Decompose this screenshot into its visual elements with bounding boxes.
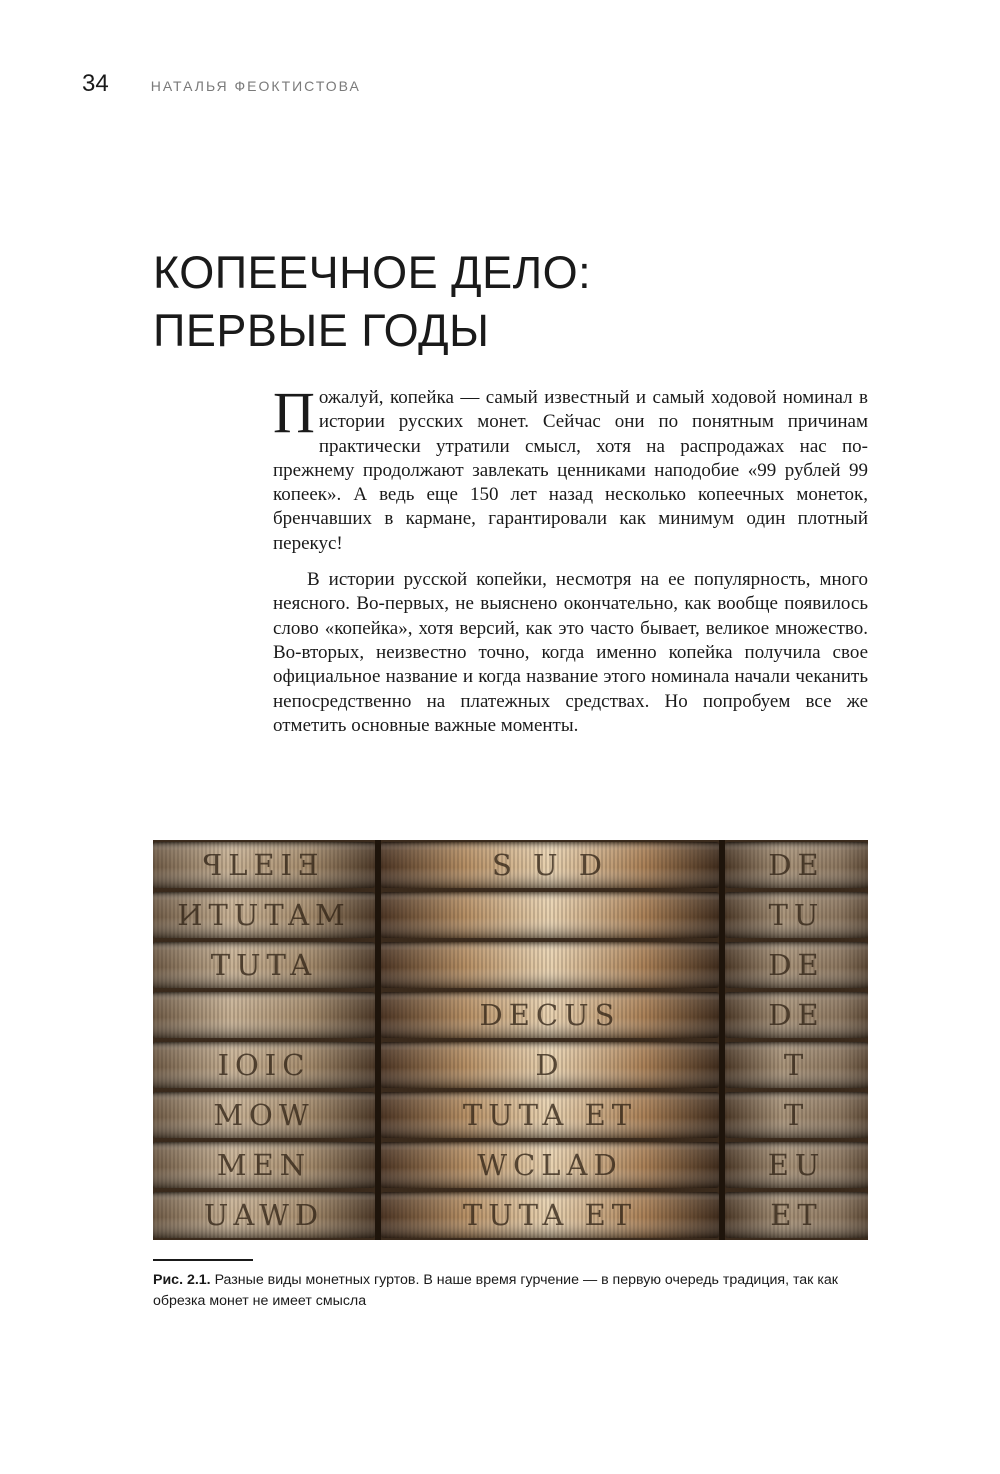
coin-edge-inscription: TU	[768, 898, 825, 933]
coin-edge-inscription: DE	[768, 948, 825, 983]
running-head-author: НАТАЛЬЯ ФЕОКТИСТОВА	[150, 78, 361, 94]
coin-edge-inscription: IOIC	[217, 1048, 311, 1083]
coin-edge-inscription: DE	[768, 848, 825, 883]
chapter-title-line-1: КОПЕЕЧНОЕ ДЕЛО:	[153, 247, 592, 298]
chapter-title-line-2: ПЕРВЫЕ ГОДЫ	[153, 305, 490, 356]
coin-edge-inscription: MEN	[216, 1148, 312, 1183]
caption-label: Рис. 2.1.	[153, 1272, 211, 1288]
stack-gap	[375, 840, 381, 1240]
coin-edge-inscription: DE	[768, 998, 825, 1033]
coin-shading	[153, 992, 375, 1038]
coin-edge-inscription: ꟼLEIƎ	[202, 848, 326, 883]
coin-edge-inscription: TUTA ET	[462, 1198, 638, 1233]
chapter-title	[153, 244, 873, 360]
body-text	[273, 380, 868, 738]
coin-edge-inscription: ET	[770, 1198, 823, 1233]
paragraph-1	[273, 380, 868, 556]
coin-edge-inscription: D	[535, 1048, 565, 1083]
stack-gap	[719, 840, 725, 1240]
page-header	[82, 70, 361, 98]
coin-edges-photo	[153, 840, 868, 1240]
coin-edge-inscription: ИTUTAM	[177, 898, 351, 933]
coin-edge-inscription: EU	[767, 1148, 826, 1183]
coin-edge-inscription: UAWD	[203, 1198, 325, 1233]
coin-edge-inscription: TUTA	[210, 948, 318, 983]
coin-shading	[381, 892, 719, 938]
coin-edge-inscription: WCLAD	[477, 1148, 623, 1183]
coin-stacks	[153, 840, 868, 1240]
coin-edge-inscription: S U D	[492, 848, 608, 883]
coin-edge-inscription: TUTA ET	[462, 1098, 638, 1133]
page-number: 34	[82, 70, 109, 97]
coin-edge-inscription: T	[783, 1048, 810, 1083]
coin-edge-inscription: T	[783, 1098, 810, 1133]
coin-shading	[381, 942, 719, 988]
coin-edge-inscription: MOW	[213, 1098, 315, 1133]
paragraph-2: В истории русской копейки, несмотря на ее популярность, много неясного. Во-первых, не выяснено окончательно, как вообще появилось слово «копейка», хотя версий, как это часто бывает, великое множество. Во-вторых, неизвестно точно, когда именно копейка получила свое официальное название и когда название этого номинала начали чеканить непосредственно на платежных средствах. Но попробуем все же отметить основные важные моменты.	[273, 569, 868, 736]
coin-edge-inscription: DECUS	[479, 998, 621, 1033]
paragraph-1-text: ожалуй, копейка — самый известный и самый ходовой номинал в истории русских монет. Сейчас они по понятным причинам практически утратили смысл, хотя на распродажах нас по-прежнему продолжают завлекать ценниками наподобие «99 рублей 99 копеек». А ведь еще 150 лет назад несколько копеечных монеток, бренчавших в кармане, гарантировали как минимум один плотный перекус!	[273, 387, 868, 554]
caption-text: Разные виды монетных гуртов. В наше время гурчение — в первую очередь традиция, так как обрезка монет не имеет смысла	[153, 1272, 838, 1309]
drop-cap: П	[273, 380, 315, 445]
coin-stack-illustration	[153, 840, 868, 1240]
figure-caption	[153, 1270, 868, 1312]
caption-rule	[153, 1259, 253, 1261]
